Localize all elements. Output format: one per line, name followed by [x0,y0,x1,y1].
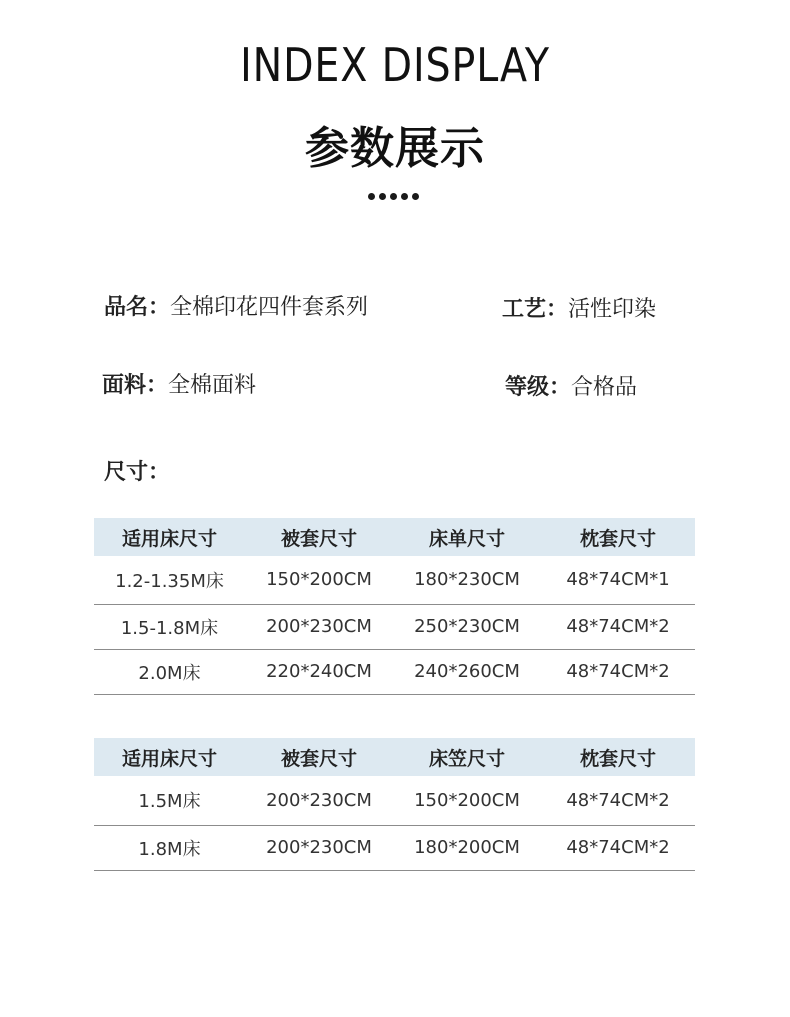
grade-value: 合格品 [571,375,638,400]
header-pillowcase-size: 枕套尺寸 [541,518,695,556]
size-table-sheet [94,518,695,695]
size-label: 尺寸： [104,460,171,485]
table-row [94,649,695,694]
cell-duvet-size: 200*230CM [245,604,393,649]
header-sheet-size: 床单尺寸 [393,518,541,556]
dot [412,193,419,200]
cell-bed-size: 1.5-1.8M床 [94,604,245,649]
cell-bed-size: 1.8M床 [94,825,245,870]
cell-pillowcase-size: 48*74CM*2 [541,604,695,649]
dot [379,193,386,200]
table-row [94,776,695,825]
cell-bed-size: 1.5M床 [94,776,245,825]
decorative-dots [368,193,419,200]
product-name-field [104,290,368,321]
size-field [104,455,170,486]
grade-field [505,370,637,401]
fabric-field [102,368,256,399]
cell-duvet-size: 220*240CM [245,649,393,694]
header-pillowcase-size: 枕套尺寸 [541,738,695,776]
cell-pillowcase-size: 48*74CM*2 [541,649,695,694]
fabric-value: 全棉面料 [168,373,257,398]
grade-label: 等级： [505,375,572,400]
cell-bed-size: 2.0M床 [94,649,245,694]
cell-sheet-size: 180*230CM [393,556,541,604]
header-duvet-size: 被套尺寸 [245,518,393,556]
cell-pillowcase-size: 48*74CM*1 [541,556,695,604]
cell-duvet-size: 150*200CM [245,556,393,604]
table-header-row [94,518,695,556]
table-row [94,825,695,870]
cell-fitted-sheet-size: 150*200CM [393,776,541,825]
cell-sheet-size: 250*230CM [393,604,541,649]
page-title-chinese: 参数展示 [305,123,485,174]
header-bed-size: 适用床尺寸 [94,518,245,556]
table-header-row [94,738,695,776]
cell-pillowcase-size: 48*74CM*2 [541,776,695,825]
craft-field [502,292,656,323]
table-row [94,604,695,649]
cell-duvet-size: 200*230CM [245,776,393,825]
product-name-value: 全棉印花四件套系列 [170,295,369,320]
craft-label: 工艺： [502,297,569,322]
dot [401,193,408,200]
product-name-label: 品名： [104,295,171,320]
fabric-label: 面料： [102,373,169,398]
cell-bed-size: 1.2-1.35M床 [94,556,245,604]
size-table-fitted [94,738,695,871]
cell-fitted-sheet-size: 180*200CM [393,825,541,870]
dot [368,193,375,200]
craft-value: 活性印染 [568,297,657,322]
header-duvet-size: 被套尺寸 [245,738,393,776]
header-bed-size: 适用床尺寸 [94,738,245,776]
dot [390,193,397,200]
page-title-english: INDEX DISPLAY [240,38,550,92]
cell-duvet-size: 200*230CM [245,825,393,870]
table-row [94,556,695,604]
header-fitted-sheet-size: 床笠尺寸 [393,738,541,776]
cell-sheet-size: 240*260CM [393,649,541,694]
cell-pillowcase-size: 48*74CM*2 [541,825,695,870]
